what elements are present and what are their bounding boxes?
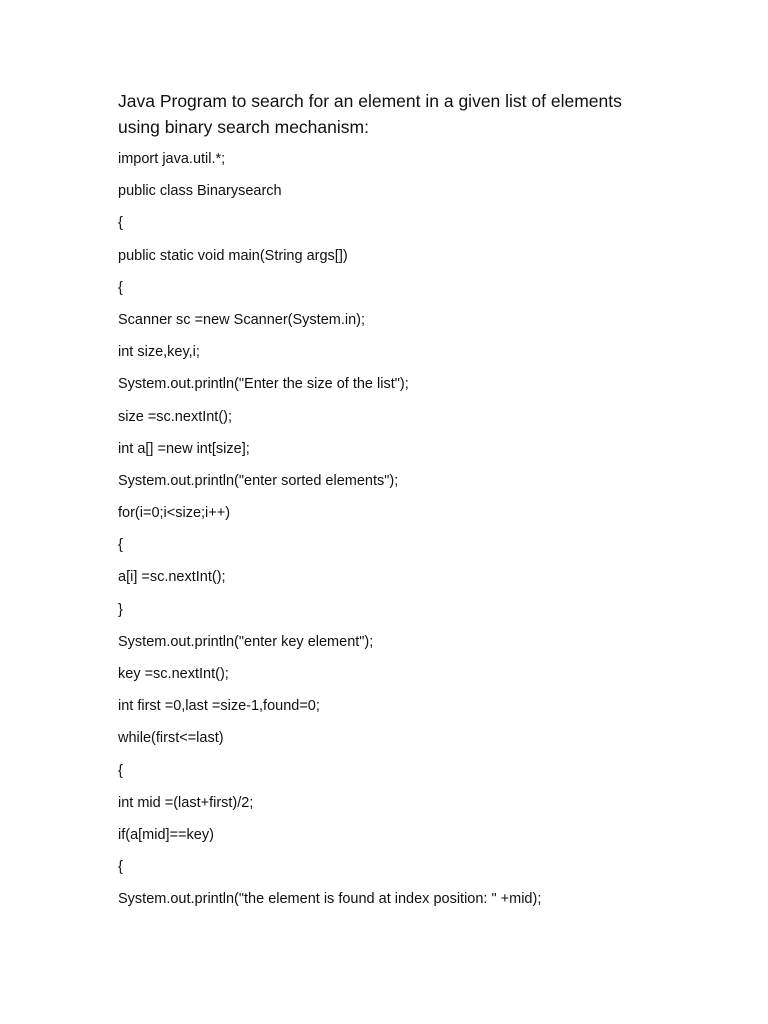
code-line: Scanner sc =new Scanner(System.in); [118,311,366,328]
code-line: while(first<=last) [118,730,224,747]
code-line: public class Binarysearch [118,183,282,200]
code-line: int first =0,last =size-1,found=0; [118,698,320,715]
code-line: key =sc.nextInt(); [118,666,229,682]
code-line: { [118,859,123,876]
code-line: } [118,601,123,618]
code-line: a[i] =sc.nextInt(); [118,569,226,586]
code-line: int a[] =new int[size]; [118,440,250,457]
code-line: { [118,215,123,232]
title-line-1: Java Program to search for an element in a given list of elements [118,91,622,111]
code-line: { [118,279,123,296]
code-line: for(i=0;i<size;i++) [118,505,231,522]
title-line-2: using binary search mechanism: [118,117,369,137]
code-line: int mid =(last+first)/2; [118,794,254,811]
code-line: int size,key,i; [118,344,200,361]
code-line: System.out.println("the element is found at index position: " +mid); [118,891,542,908]
code-line: { [118,762,123,779]
code-line: System.out.println("enter sorted elements"); [118,472,399,489]
code-line: { [118,537,123,554]
code-line: System.out.println("enter key element"); [118,633,374,650]
code-line: size =sc.nextInt(); [118,408,233,425]
code-line: public static void main(String args[]) [118,247,348,264]
code-listing [118,148,541,921]
code-line: import java.util.*; [118,151,226,167]
document-title [118,88,678,140]
code-line: System.out.println("Enter the size of the list"); [118,376,409,393]
code-line: if(a[mid]==key) [118,826,214,843]
